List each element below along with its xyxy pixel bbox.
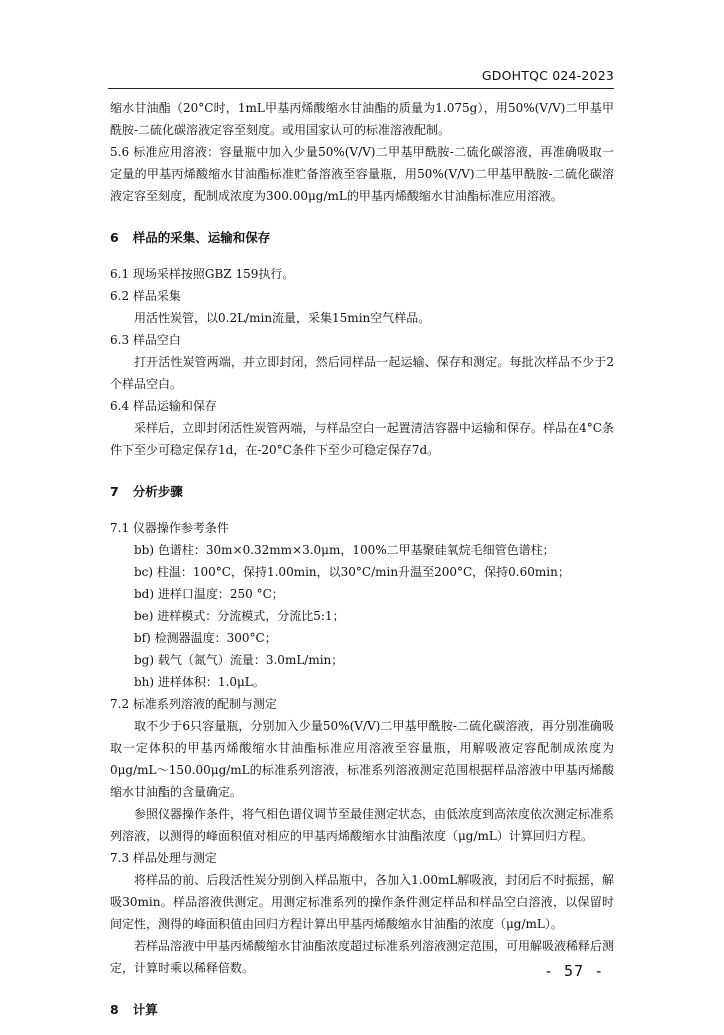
condition-item: bc) 柱温：100°C，保持1.00min，以30°C/min升温至200°C，保持0.60min； xyxy=(134,565,570,579)
item-7-2-para-2: 参照仪器操作条件，将气相色谱仪调节至最佳测定状态，由低浓度到高浓度依次测定标准系列溶液，以测得的峰面积值对相应的甲基丙烯酸缩水甘油酯浓度（μg/mL）计算回归方程。 xyxy=(110,807,615,843)
item-7-3-para-2: 若样品溶液中甲基丙烯酸缩水甘油酯浓度超过标准系列溶液测定范围，可用解吸液稀释后测定，计算时乘以稀释倍数。 xyxy=(110,939,615,975)
section-8-heading xyxy=(110,999,614,1021)
header-rule xyxy=(108,88,614,89)
page-header: GDOHTQC 024-2023 xyxy=(481,68,614,83)
page-number: - 57 - xyxy=(544,962,605,980)
condition-item: bg) 载气（氮气）流量：3.0mL/min； xyxy=(134,653,344,667)
paragraph-5-6: 5.6 标准应用溶液：容量瓶中加入少量50%(V/V)二甲基甲酰胺-二硫化碳溶液，再准确吸取一定量的甲基丙烯酸缩水甘油酯标准贮备溶液至容量瓶，用50%(V/V)二甲基甲酰胺-二硫化碳溶液定容至刻度，配制成浓度为300.00μg/mL的甲基丙烯酸缩水甘油酯标准应用溶液。 xyxy=(110,145,614,203)
condition-item: bd) 进样口温度：250 °C； xyxy=(134,587,284,601)
item-7-3-label: 7.3 样品处理与测定 xyxy=(110,851,217,865)
section-7-heading xyxy=(110,481,614,503)
section-7-title: 分析步骤 xyxy=(132,484,183,499)
item-6-1: 6.1 现场采样按照GBZ 159执行。 xyxy=(110,267,295,281)
condition-item: bf) 检测器温度：300°C； xyxy=(134,631,277,645)
section-8-number: 8 xyxy=(110,1002,119,1017)
item-6-3-label: 6.3 样品空白 xyxy=(110,333,181,347)
condition-item: bb) 色谱柱：30m×0.32mm×3.0μm，100%二甲基聚硅氧烷毛细管色谱柱； xyxy=(134,543,555,557)
item-6-4-body: 采样后，立即封闭活性炭管两端，与样品空白一起置清洁容器中运输和保存。样品在4°C条件下至少可稳定保存1d，在-20°C条件下至少可稳定保存7d。 xyxy=(110,421,614,457)
section-8-title: 计算 xyxy=(132,1002,158,1017)
section-7-number: 7 xyxy=(110,484,119,499)
item-6-2-label: 6.2 样品采集 xyxy=(110,289,181,303)
item-7-3-para-1: 将样品的前、后段活性炭分别倒入样品瓶中，各加入1.00mL解吸液，封闭后不时振摇，解吸30min。样品溶液供测定。用测定标准系列的操作条件测定样品和样品空白溶液，以保留时间定性，测得的峰面积值由回归方程计算出甲基丙烯酸缩水甘油酯的浓度（μg/mL）。 xyxy=(110,873,614,931)
item-6-3-body: 打开活性炭管两端，并立即封闭，然后同样品一起运输、保存和测定。每批次样品不少于2个样品空白。 xyxy=(110,355,614,391)
section-6-title: 样品的采集、运输和保存 xyxy=(132,230,271,245)
item-6-4-label: 6.4 样品运输和保存 xyxy=(110,399,217,413)
paragraph-continued: 缩水甘油酯（20°C时，1mL甲基丙烯酸缩水甘油酯的质量为1.075g），用50%(V/V)二甲基甲酰胺-二硫化碳溶液定容至刻度。或用国家认可的标准溶液配制。 xyxy=(110,101,614,137)
item-6-2-body: 用活性炭管，以0.2L/min流量，采集15min空气样品。 xyxy=(134,311,431,325)
condition-item: bh) 进样体积：1.0μL。 xyxy=(134,675,265,689)
section-6-heading xyxy=(110,227,614,249)
item-7-2-label: 7.2 标准系列溶液的配制与测定 xyxy=(110,697,277,711)
condition-item: be) 进样模式：分流模式，分流比5:1； xyxy=(134,609,345,623)
section-6-number: 6 xyxy=(110,230,119,245)
item-7-1-label: 7.1 仪器操作参考条件 xyxy=(110,521,229,535)
document-body xyxy=(110,97,614,1035)
item-7-2-para-1: 取不少于6只容量瓶，分别加入少量50%(V/V)二甲基甲酰胺-二硫化碳溶液，再分别准确吸取一定体积的甲基丙烯酸缩水甘油酯标准应用溶液至容量瓶，用解吸液定容配制成浓度为0μg/mL～150.00μg/mL的标准系列溶液，标准系列溶液测定范围根据样品溶液中甲基丙烯酸缩水甘油酯的含量确定。 xyxy=(110,719,614,799)
